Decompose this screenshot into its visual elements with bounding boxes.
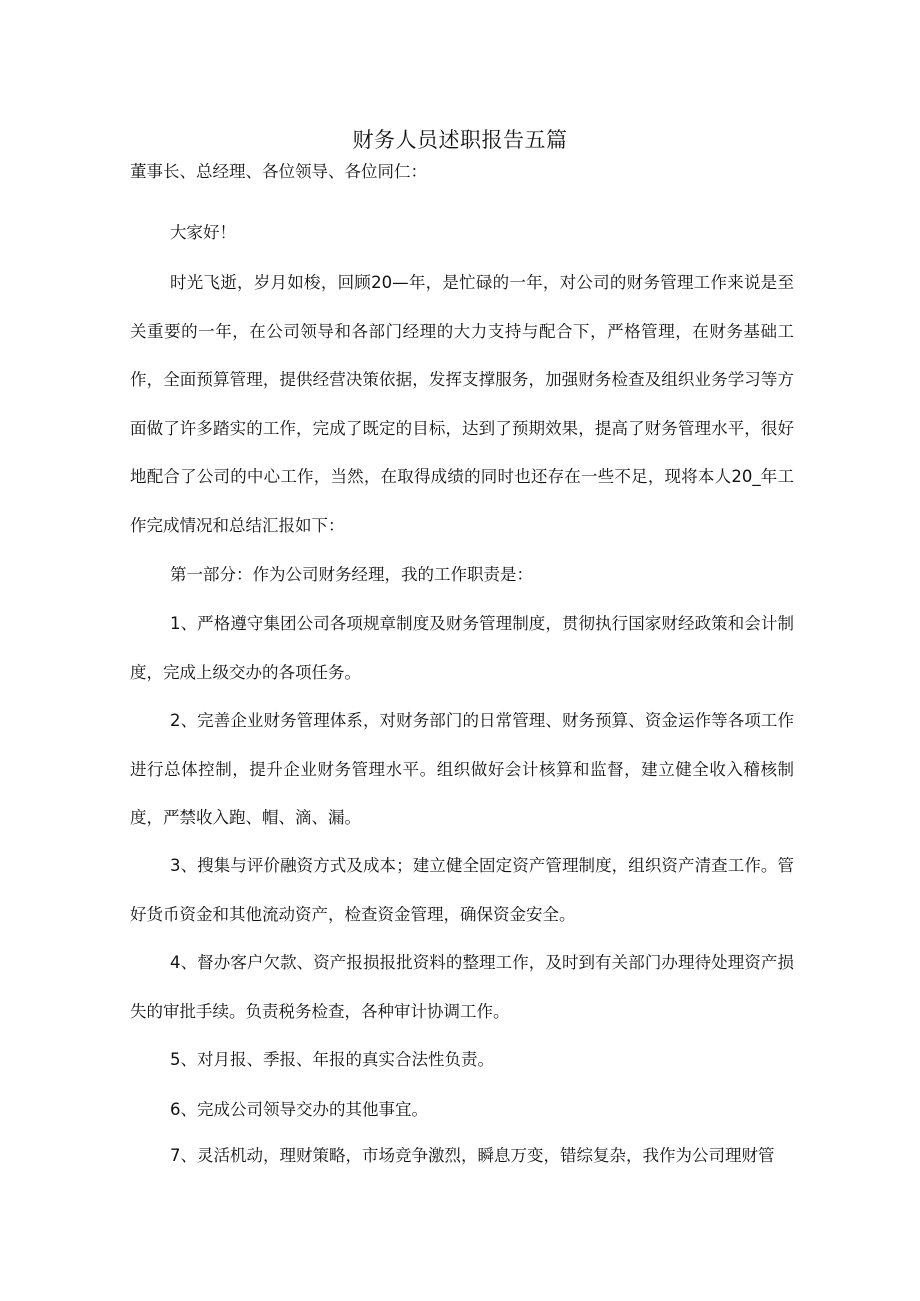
list-item: 4、督办客户欠款、资产报损报批资料的整理工作，及时到有关部门办理待处理资产损失的审批手续。负责税务检查，各种审计协调工作。 xyxy=(130,953,794,1021)
list-item: 6、完成公司领导交办的其他事宜。 xyxy=(170,1100,428,1119)
list-item: 2、完善企业财务管理体系，对财务部门的日常管理、财务预算、资金运作等各项工作进行总体控制，提升企业财务管理水平。组织做好会计核算和监督，建立健全收入稽核制度，严禁收入跑、帽、滴、漏。 xyxy=(130,711,794,827)
greeting: 大家好！ xyxy=(170,223,236,242)
list-item: 1、严格遵守集团公司各项规章制度及财务管理制度，贯彻执行国家财经政策和会计制度，完成上级交办的各项任务。 xyxy=(130,614,794,682)
part1-heading: 第一部分：作为公司财务经理，我的工作职责是： xyxy=(170,565,533,584)
list-item: 7、灵活机动，理财策略，市场竞争激烈，瞬息万变，错综复杂，我作为公司理财管 xyxy=(170,1146,775,1165)
list-item: 5、对月报、季报、年报的真实合法性负责。 xyxy=(170,1050,494,1069)
intro-paragraph: 时光飞逝，岁月如梭，回顾20—年，是忙碌的一年，对公司的财务管理工作来说是至关重要的一年，在公司领导和各部门经理的大力支持与配合下，严格管理，在财务基础工作，全面预算管理，提供经营决策依据，发挥支撑服务，加强财务检查及组织业务学习等方面做了许多踏实的工作，完成了既定的目标，达到了预期效果，提高了财务管理水平，很好地配合了公司的中心工作，当然，在取得成绩的同时也还存在一些不足，现将本人20_年工作完成情况和总结汇报如下： xyxy=(130,273,794,535)
document-title: 财务人员述职报告五篇 xyxy=(352,128,568,152)
list-item: 3、搜集与评价融资方式及成本；建立健全固定资产管理制度，组织资产清查工作。管好货币资金和其他流动资产，检查资金管理，确保资金安全。 xyxy=(130,856,794,924)
salutation: 董事长、总经理、各位领导、各位同仁： xyxy=(130,162,427,181)
